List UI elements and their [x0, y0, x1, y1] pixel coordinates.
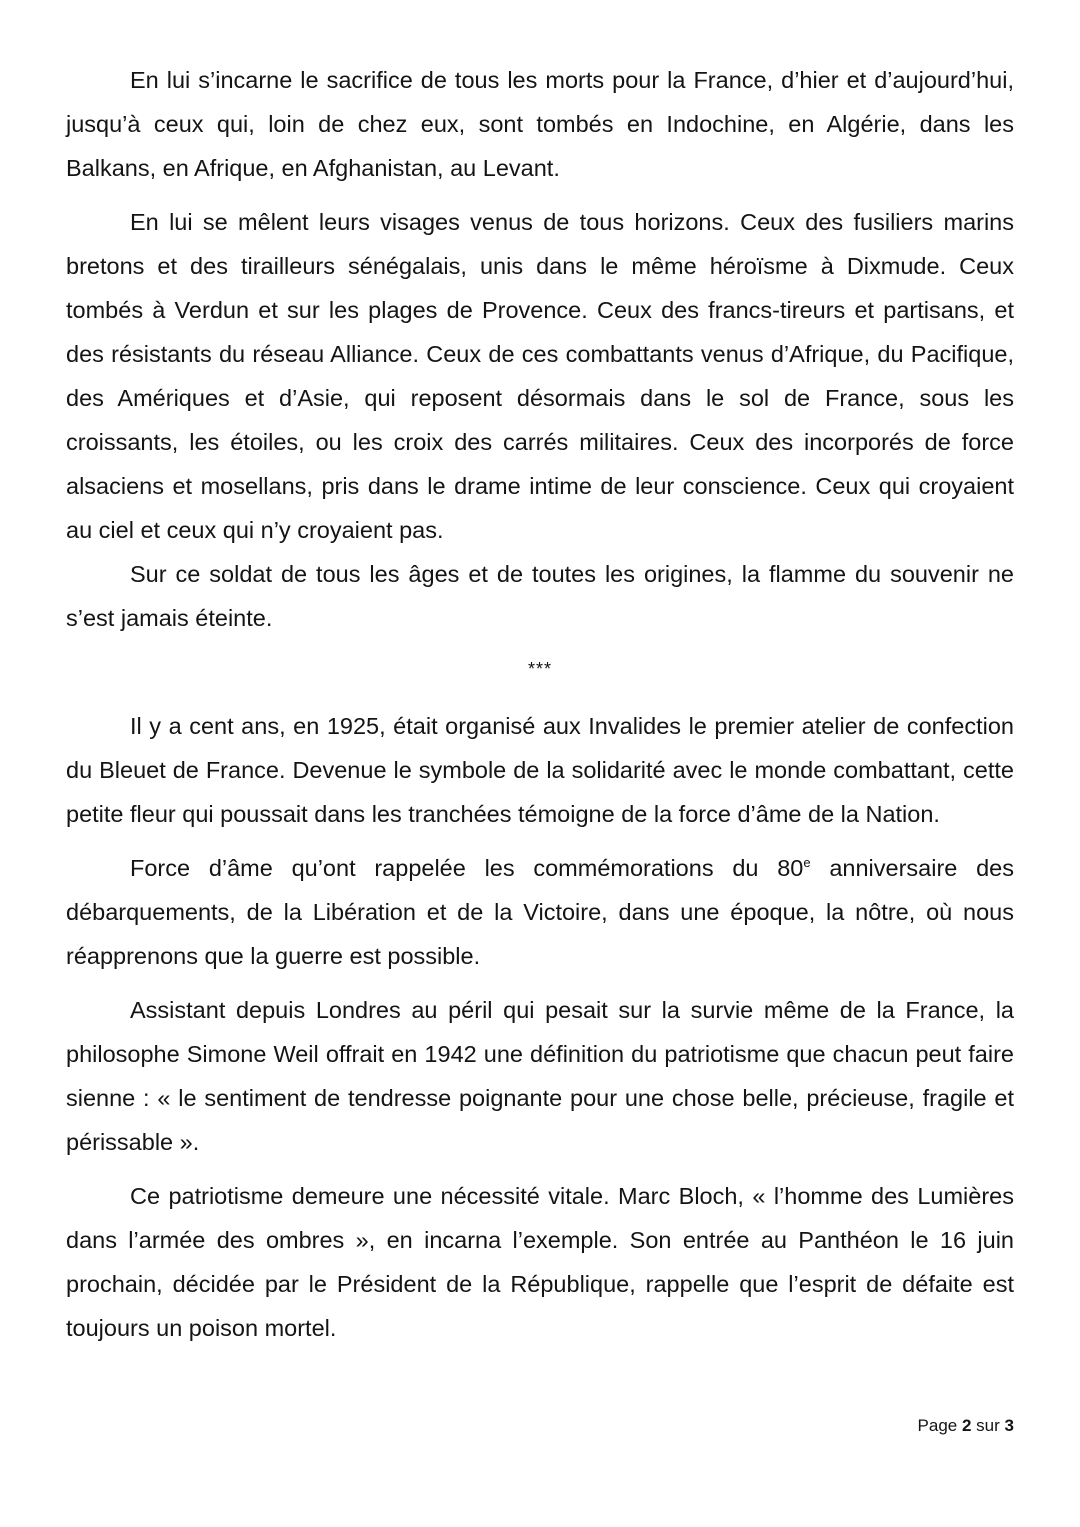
paragraph-bleuet: Il y a cent ans, en 1925, était organisé aux Invalides le premier atelier de confection du Bleuet de France. Devenue le symbole de la solidarité avec le monde combattant, cette petite fleur qui poussait dans les tranchées témoigne de la force d’âme de la Nation.	[66, 713, 1014, 827]
paragraph-sacrifice: En lui s’incarne le sacrifice de tous les morts pour la France, d’hier et d’aujourd’hui, jusqu’à ceux qui, loin de chez eux, sont tombés en Indochine, en Algérie, dans les Balkans, en Afrique, en Afghanistan, au Levant.	[66, 67, 1014, 181]
paragraph-force-d-ame-part2: anniversaire des débarquements, de la Libération et de la Victoire, dans une époque, la nôtre, où nous réapprenons que la guerre est possible.	[66, 855, 1014, 969]
current-page-number: 2	[961, 1416, 972, 1435]
page-number-footer	[918, 1416, 1014, 1436]
paragraph-force-d-ame	[66, 846, 1014, 978]
document-body	[66, 58, 1014, 1350]
page-label: Page	[917, 1416, 958, 1435]
ordinal-superscript: e	[803, 855, 811, 870]
paragraph-marc-bloch: Ce patriotisme demeure une nécessité vitale. Marc Bloch, « l’homme des Lumières dans l’armée des ombres », en incarna l’exemple. Son entrée au Panthéon le 16 juin prochain, décidée par le Président de la République, rappelle que l’esprit de défaite est toujours un poison mortel.	[66, 1183, 1014, 1341]
paragraph-visages: En lui se mêlent leurs visages venus de tous horizons. Ceux des fusiliers marins bretons et des tirailleurs sénégalais, unis dans le même héroïsme à Dixmude. Ceux tombés à Verdun et sur les plages de Provence. Ceux des francs-tireurs et partisans, et des résistants du réseau Alliance. Ceux de ces combattants venus d’Afrique, du Pacifique, des Amériques et d’Asie, qui reposent désormais dans le sol de France, sous les croissants, les étoiles, ou les croix des carrés militaires. Ceux des incorporés de force alsaciens et mosellans, pris dans le drame intime de leur conscience. Ceux qui croyaient au ciel et ceux qui n’y croyaient pas.	[66, 209, 1014, 543]
paragraph-flamme: Sur ce soldat de tous les âges et de toutes les origines, la flamme du souvenir ne s’est jamais éteinte.	[66, 561, 1014, 631]
paragraph-simone-weil: Assistant depuis Londres au péril qui pesait sur la survie même de la France, la philosophe Simone Weil offrait en 1942 une définition du patriotisme que chacun peut faire sienne : « le sentiment de tendresse poignante pour une chose belle, précieuse, fragile et périssable ».	[66, 997, 1014, 1155]
total-pages-number: 3	[1004, 1416, 1014, 1435]
of-label: sur	[976, 1416, 1000, 1435]
section-separator: ***	[527, 659, 552, 679]
paragraph-force-d-ame-part1: Force d’âme qu’ont rappelée les commémorations du 80	[130, 855, 804, 881]
